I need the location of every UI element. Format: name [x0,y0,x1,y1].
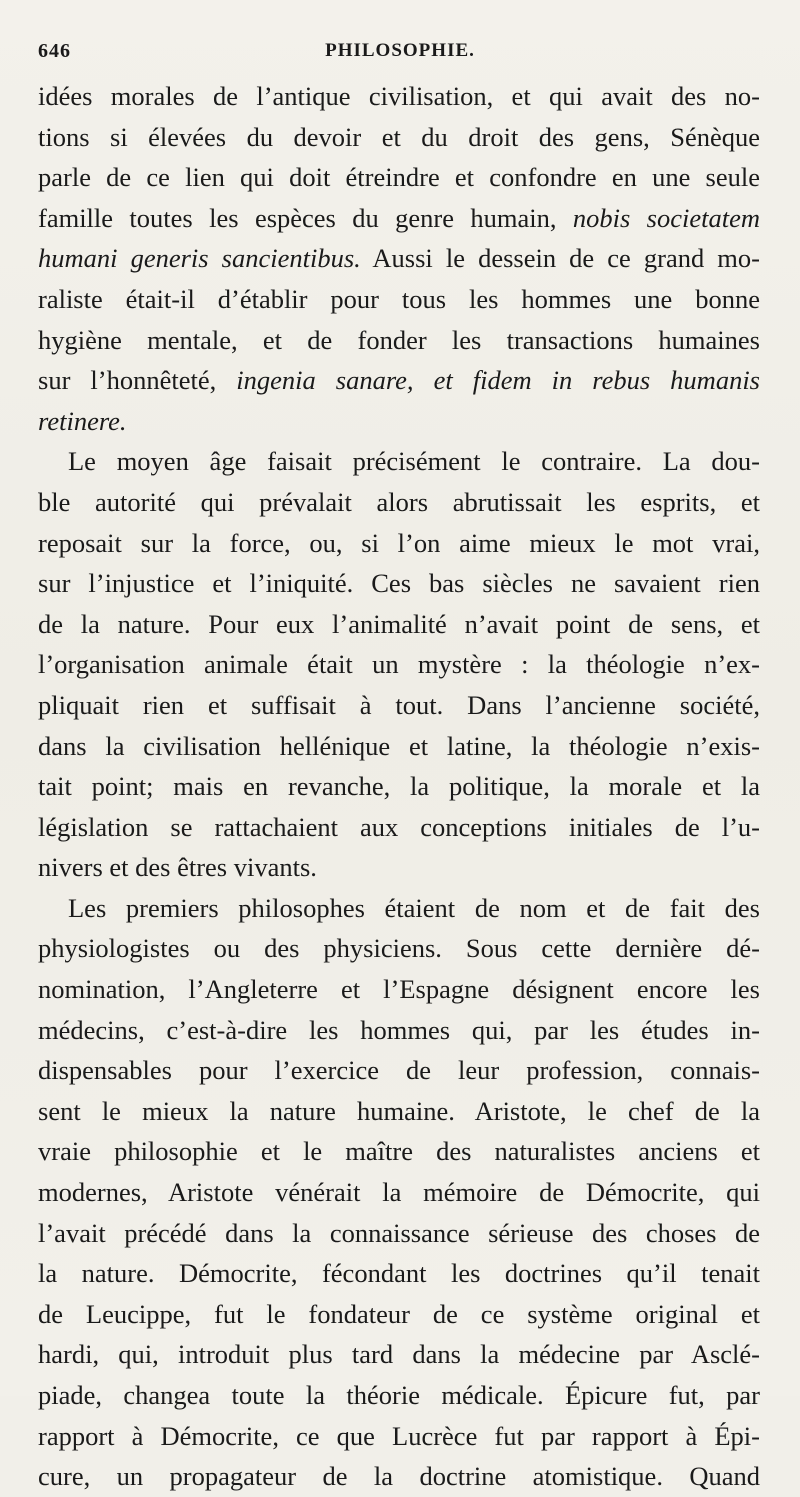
text-line: ble autorité qui prévalait alors abrutissait les esprits, et [38,486,760,517]
text-line-mixed [38,198,760,239]
text-line: pliquait rien et suffisait à tout. Dans l’ancienne société, [38,689,760,720]
text-line: nomination, l’Angleterre et l’Espagne désignent encore les [38,974,760,1005]
paragraph-1 [38,76,760,441]
text-line-mixed [38,238,760,279]
text-line: de la nature. Pour eux l’animalité n’avait point de sens, et [38,608,760,639]
text-line: Le moyen âge faisait précisément le contraire. La dou- [68,446,760,477]
text-line: la nature. Démocrite, fécondant les doctrines qu’il tenait [38,1258,760,1289]
latin-quote: nobis societatem [572,202,761,233]
text-line: parle de ce lien qui doit étreindre et confondre en une seule [38,162,760,193]
text-line: de Leucippe, fut le fondateur de ce système original et [38,1298,760,1329]
text-line: idées morales de l’antique civilisation, et qui avait des no- [38,81,760,111]
text-line: Les premiers philosophes étaient de nom et de fait des [68,892,760,923]
text-body [38,76,760,1497]
text-line: physiologistes ou des physiciens. Sous cette dernière dé- [38,933,760,964]
latin-quote: ingenia sanare, et fidem in rebus humanis [236,365,760,396]
page-header [38,40,762,70]
text-line: l’organisation animale était un mystère : la théologie n’ex- [38,649,760,680]
text-line: sur l’injustice et l’iniquité. Ces bas siècles ne savaient rien [38,568,760,599]
text-line: piade, changea toute la théorie médicale. Épicure fut, par [38,1380,760,1410]
latin-quote: humani generis sancientibus. [38,243,361,274]
text-line-mixed [38,360,760,401]
text-line: reposait sur la force, ou, si l’on aime mieux le mot vrai, [38,527,760,558]
text-line: tait point; mais en revanche, la politique, la morale et la [38,771,760,802]
page-number: 646 [38,40,71,62]
text-line: hygiène mentale, et de fonder les transactions humaines [38,324,760,355]
text-line-mixed [38,401,760,442]
text-line: hardi, qui, introduit plus tard dans la médecine par Asclé- [38,1339,760,1370]
text-line: médecins, c’est-à-dire les hommes qui, par les études in- [38,1014,760,1045]
running-title: PHILOSOPHIE. [325,40,475,61]
latin-quote: retinere. [38,405,127,436]
text-line: vraie philosophie et le maître des naturalistes anciens et [38,1136,760,1167]
text-line: modernes, Aristote vénérait la mémoire de Démocrite, qui [38,1177,760,1208]
text-line: dispensables pour l’exercice de leur profession, connais- [38,1055,760,1086]
text-line: sent le mieux la nature humaine. Aristote, le chef de la [38,1095,760,1126]
text-line: raliste était-il d’établir pour tous les hommes une bonne [38,283,760,314]
text-line: l’avait précédé dans la connaissance sérieuse des choses de [38,1217,760,1248]
paragraph-3 [38,888,760,1497]
text-line: tions si élevées du devoir et du droit des gens, Sénèque [38,121,760,152]
paragraph-2 [38,441,760,888]
text-segment: sur l’honnêteté, [38,365,237,396]
text-line: nivers et des êtres vivants. [38,852,317,883]
text-line: dans la civilisation hellénique et latine, la théologie n’exis- [38,730,760,761]
text-line: rapport à Démocrite, ce que Lucrèce fut par rapport à Épi- [38,1420,760,1451]
text-segment: famille toutes les espèces du genre humain, [38,202,573,233]
text-line: cure, un propagateur de la doctrine atomistique. Quand [38,1461,760,1492]
text-line: législation se rattachaient aux conceptions initiales de l’u- [38,811,760,842]
text-segment: Aussi le dessein de ce grand mo- [360,243,760,274]
